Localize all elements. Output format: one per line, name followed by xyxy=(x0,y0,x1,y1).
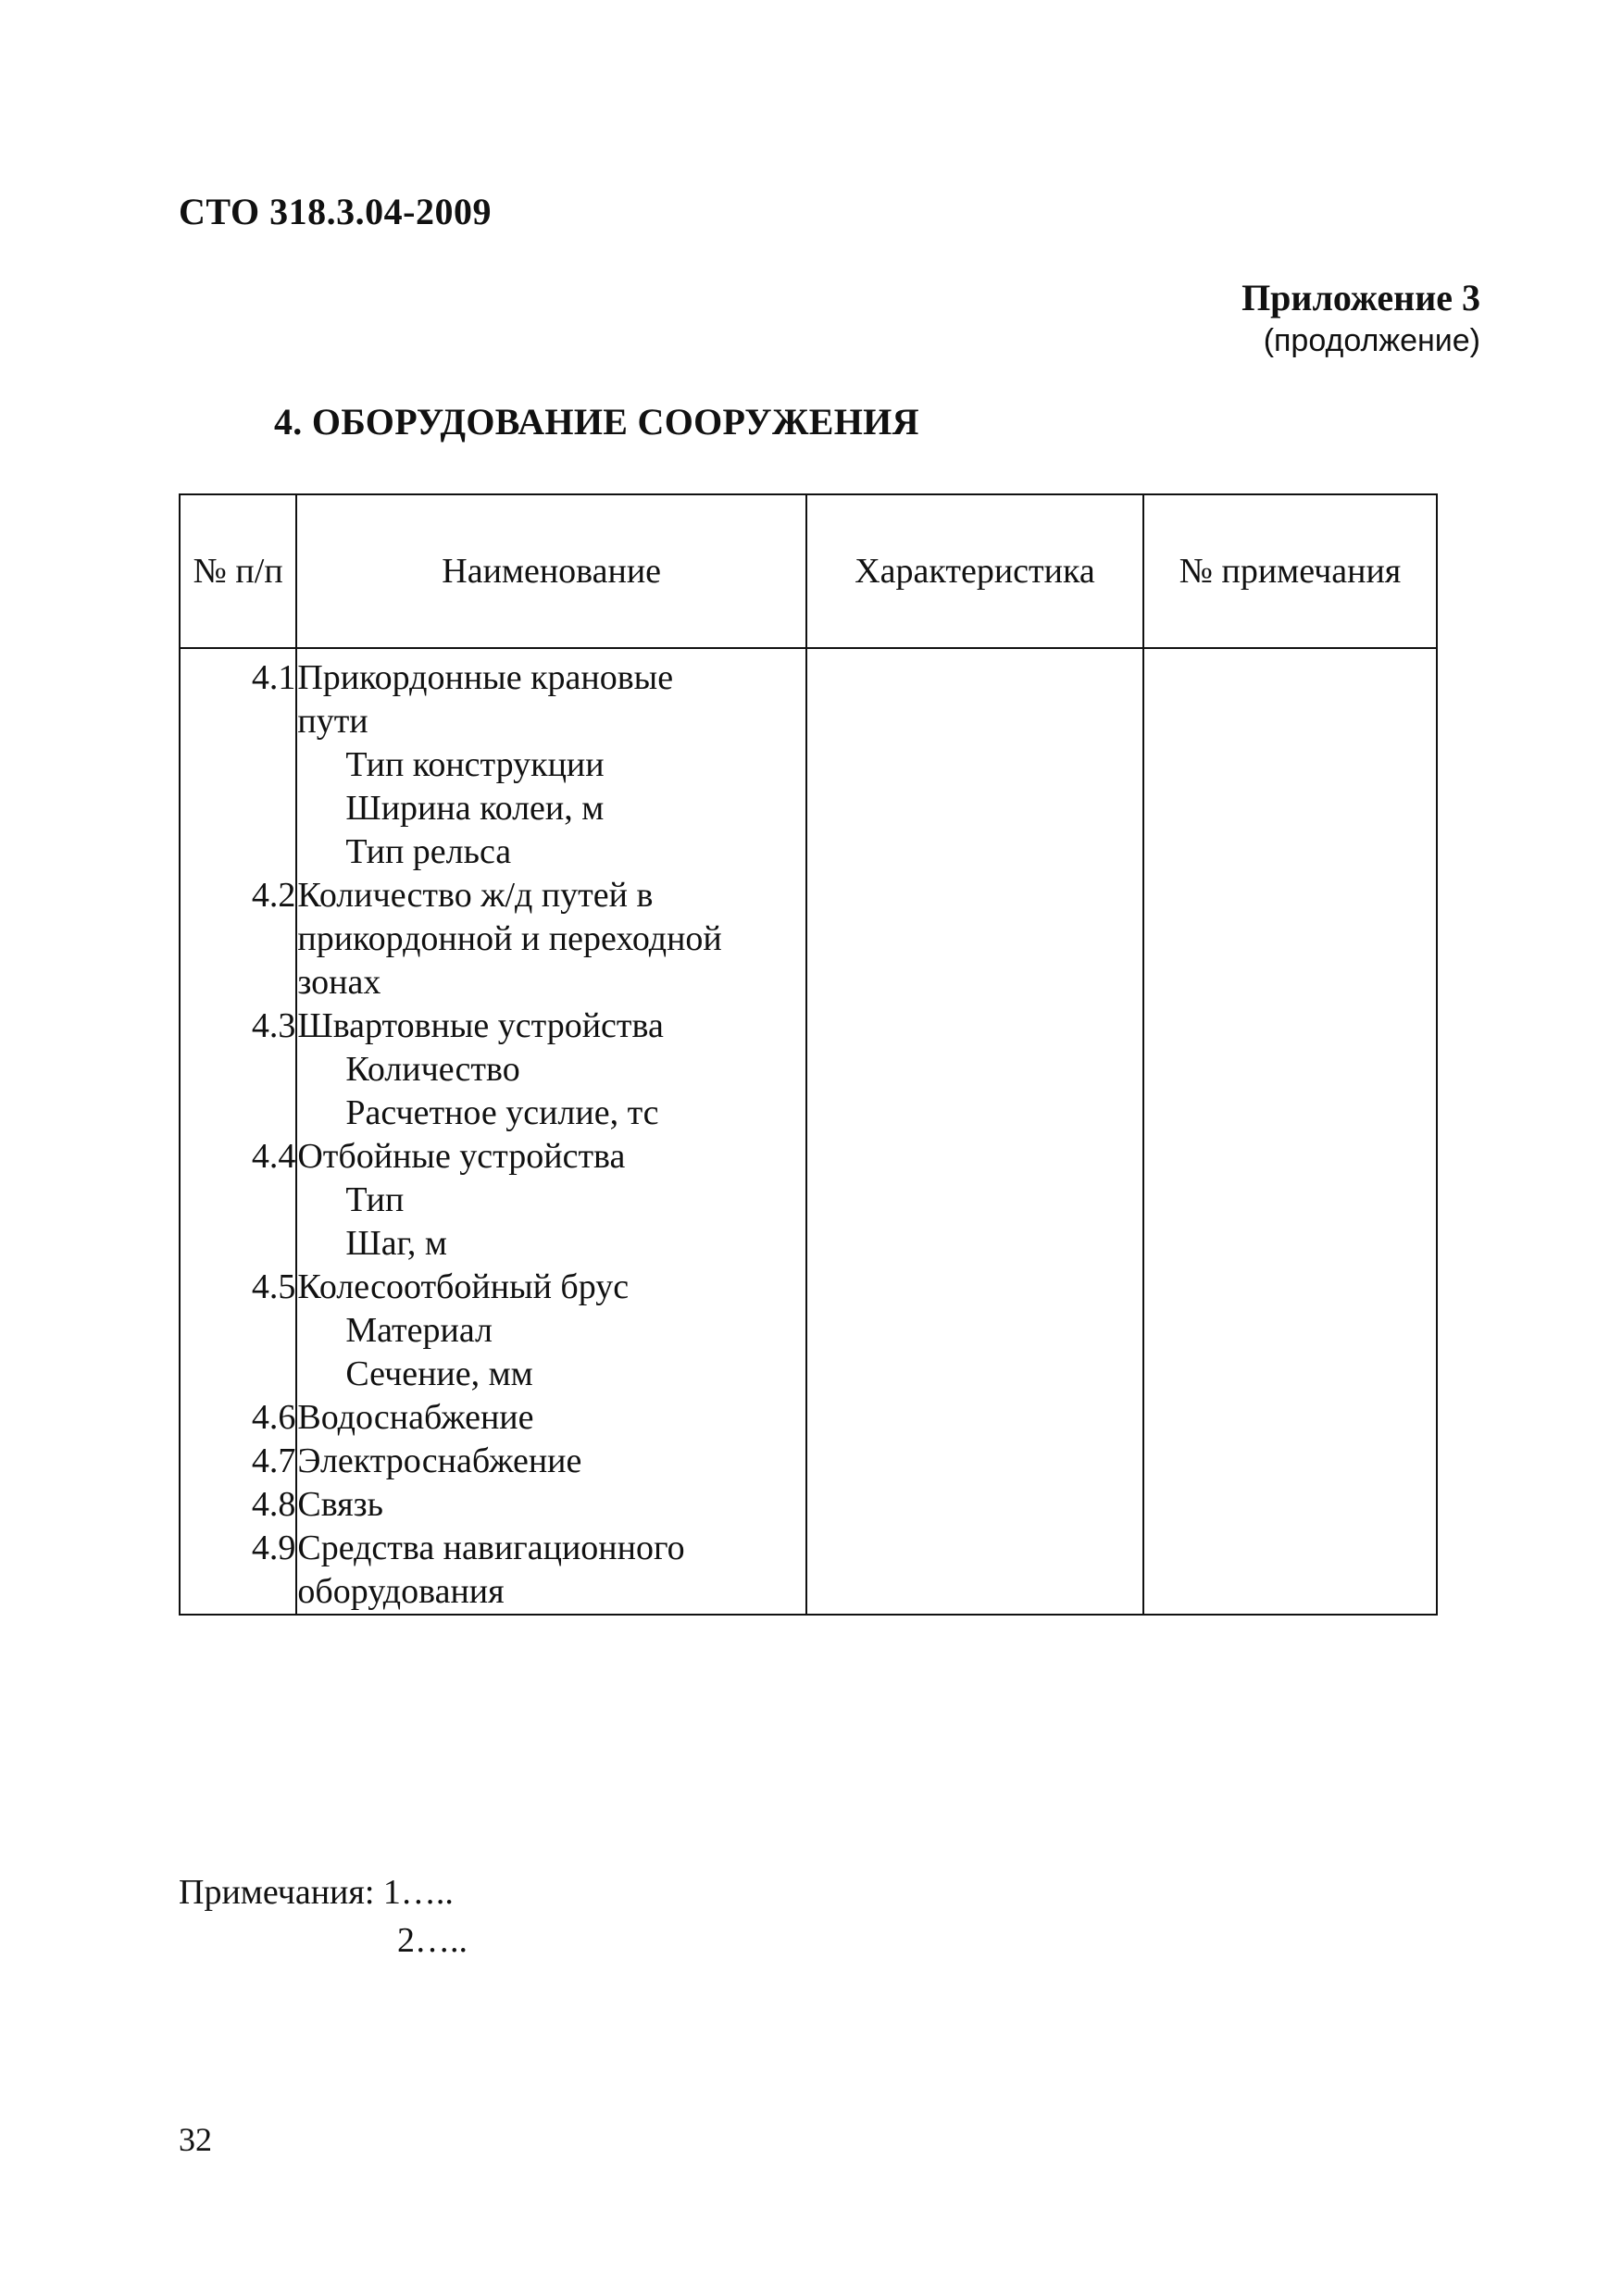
row-title-line: Количество ж/д путей в xyxy=(297,876,654,915)
row-sub-item: Тип рельса xyxy=(345,832,512,871)
row-title-line: Электроснабжение xyxy=(297,1441,582,1480)
header-num: № п/п xyxy=(180,494,296,648)
table-row xyxy=(180,1135,1437,1266)
table-row xyxy=(180,1440,1437,1483)
row-name xyxy=(296,874,806,1004)
row-title-line: зонах xyxy=(297,963,381,1002)
table-row xyxy=(180,1266,1437,1396)
row-note-cell xyxy=(1143,1004,1437,1135)
row-title-line: пути xyxy=(297,702,368,741)
header-characteristic: Характеристика xyxy=(806,494,1143,648)
row-note-cell xyxy=(1143,1483,1437,1527)
appendix-header xyxy=(1241,276,1480,361)
row-number: 4.1 xyxy=(180,648,296,874)
header-note-number: № примечания xyxy=(1143,494,1437,648)
notes-label: Примечания: 1….. xyxy=(179,1873,454,1912)
row-name xyxy=(296,1266,806,1396)
row-title-line: Колесоотбойный брус xyxy=(297,1267,630,1306)
row-number: 4.6 xyxy=(180,1396,296,1440)
row-number: 4.4 xyxy=(180,1135,296,1266)
notes-item-2: 2….. xyxy=(397,1921,468,1960)
row-sub-item: Тип конструкции xyxy=(345,745,605,784)
document-code: СТО 318.3.04-2009 xyxy=(179,191,492,232)
row-name xyxy=(296,1483,806,1527)
appendix-subtitle: (продолжение) xyxy=(1263,323,1480,358)
row-sub-item: Материал xyxy=(345,1311,493,1350)
row-characteristic-cell xyxy=(806,1135,1143,1266)
row-sub-item: Тип xyxy=(345,1180,405,1219)
row-number: 4.5 xyxy=(180,1266,296,1396)
row-note-cell xyxy=(1143,648,1437,874)
row-number: 4.9 xyxy=(180,1527,296,1615)
row-name xyxy=(296,648,806,874)
row-title-line: Средства навигационного xyxy=(297,1529,685,1567)
row-title-line: прикордонной и переходной xyxy=(297,919,722,958)
row-characteristic-cell xyxy=(806,1527,1143,1615)
row-sub-item: Шаг, м xyxy=(345,1224,447,1263)
row-note-cell xyxy=(1143,874,1437,1004)
row-characteristic-cell xyxy=(806,1483,1143,1527)
row-sub-item: Ширина колеи, м xyxy=(345,789,605,828)
row-title-line: Отбойные устройства xyxy=(297,1137,626,1176)
table-row xyxy=(180,1483,1437,1527)
notes-block xyxy=(179,1870,468,1963)
row-characteristic-cell xyxy=(806,648,1143,874)
row-sub-item: Количество xyxy=(345,1050,520,1089)
table-row xyxy=(180,648,1437,874)
equipment-table xyxy=(179,493,1438,1616)
row-characteristic-cell xyxy=(806,1440,1143,1483)
row-title-line: Швартовные устройства xyxy=(297,1006,664,1045)
row-number: 4.2 xyxy=(180,874,296,1004)
row-sub-item: Расчетное усилие, тс xyxy=(345,1093,659,1132)
row-title-line: Водоснабжение xyxy=(297,1398,534,1437)
row-name xyxy=(296,1527,806,1615)
row-title-line: Прикордонные крановые xyxy=(297,658,674,697)
table-header-row xyxy=(180,494,1437,648)
row-characteristic-cell xyxy=(806,1396,1143,1440)
row-title-line: Связь xyxy=(297,1485,383,1524)
row-title-line: оборудования xyxy=(297,1572,505,1611)
row-characteristic-cell xyxy=(806,1266,1143,1396)
row-name xyxy=(296,1135,806,1266)
section-title: 4. ОБОРУДОВАНИЕ СООРУЖЕНИЯ xyxy=(274,401,919,443)
table-row xyxy=(180,874,1437,1004)
header-name: Наименование xyxy=(296,494,806,648)
row-characteristic-cell xyxy=(806,874,1143,1004)
row-note-cell xyxy=(1143,1266,1437,1396)
row-name xyxy=(296,1396,806,1440)
row-note-cell xyxy=(1143,1396,1437,1440)
row-number: 4.8 xyxy=(180,1483,296,1527)
row-name xyxy=(296,1004,806,1135)
page-number: 32 xyxy=(179,2121,212,2158)
row-name xyxy=(296,1440,806,1483)
row-number: 4.7 xyxy=(180,1440,296,1483)
row-characteristic-cell xyxy=(806,1004,1143,1135)
row-note-cell xyxy=(1143,1440,1437,1483)
row-sub-item: Сечение, мм xyxy=(345,1354,533,1393)
table-row xyxy=(180,1527,1437,1615)
table-row xyxy=(180,1396,1437,1440)
row-number: 4.3 xyxy=(180,1004,296,1135)
table-row xyxy=(180,1004,1437,1135)
row-note-cell xyxy=(1143,1135,1437,1266)
appendix-title: Приложение 3 xyxy=(1241,277,1480,318)
row-note-cell xyxy=(1143,1527,1437,1615)
